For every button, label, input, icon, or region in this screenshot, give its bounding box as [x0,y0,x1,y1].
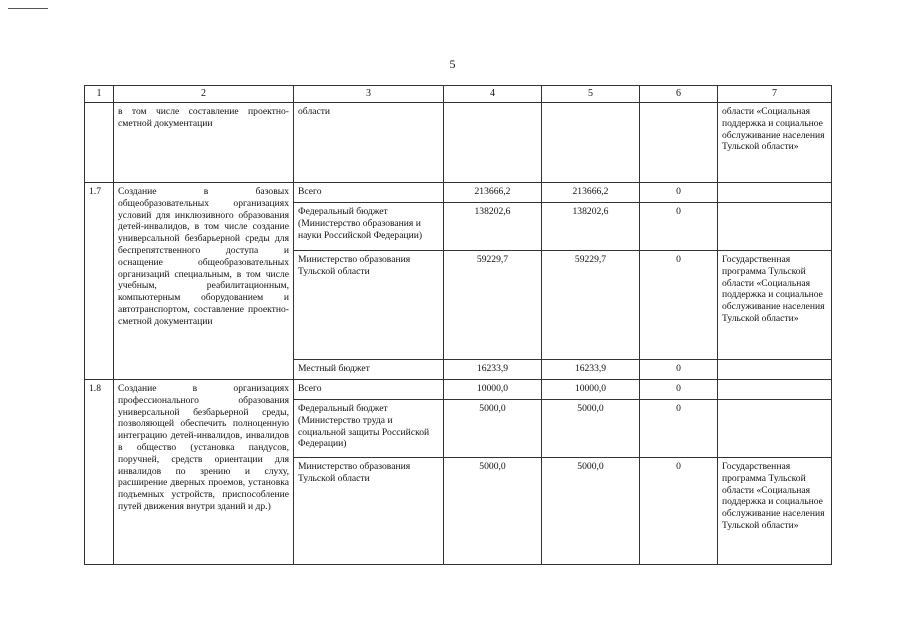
funding-source-cell: Всего [294,183,444,203]
row-number-cell: 1.7 [85,183,114,380]
table-row [85,380,832,400]
amount-total-cell: 213666,2 [444,183,542,203]
program-reference-cell: области «Социальная поддержка и социальное обслуживание населения Тульской области» [718,103,832,183]
amount-total-cell: 16233,9 [444,360,542,380]
amount-cell: 0 [640,400,718,458]
row-number-cell [85,103,114,183]
program-table [84,85,832,565]
program-reference-cell [718,380,832,400]
program-reference-cell [718,360,832,380]
amount-cell [542,103,640,183]
amount-total-cell: 5000,0 [444,400,542,458]
amount-cell: 5000,0 [542,458,640,565]
amount-total-cell: 59229,7 [444,251,542,360]
amount-cell: 213666,2 [542,183,640,203]
funding-source-cell: Федеральный бюджет (Министерство труда и социальной защиты Российской Федерации) [294,400,444,458]
funding-source-cell: Всего [294,380,444,400]
column-header: 3 [294,86,444,103]
amount-total-cell: 138202,6 [444,203,542,251]
amount-cell: 0 [640,203,718,251]
amount-total-cell: 5000,0 [444,458,542,565]
table-row [85,183,832,203]
program-reference-cell [718,400,832,458]
measure-description-cell: Создание в базовых общеобразовательных организациях условий для инклюзивного образования детей-инвалидов, в том числе создание универсальной безбарьерной среды для беспрепятственного доступа и оснащение общеобразовательных организаций специальным, в том числе учебным, реабилитационным, компьютерным оборудованием и автотранспортом, составление проектно-сметной документации [114,183,294,380]
page-number: 5 [449,57,456,71]
program-reference-cell: Государственная программа Тульской области «Социальная поддержка и социальное обслуживание населения Тульской области» [718,458,832,565]
scan-corner-mark [8,8,48,9]
funding-source-cell: Федеральный бюджет (Министерство образования и науки Российской Федерации) [294,203,444,251]
amount-cell: 138202,6 [542,203,640,251]
column-header: 2 [114,86,294,103]
amount-cell: 59229,7 [542,251,640,360]
column-header: 7 [718,86,832,103]
amount-cell [640,103,718,183]
amount-cell: 0 [640,458,718,565]
amount-cell: 16233,9 [542,360,640,380]
amount-total-cell: 10000,0 [444,380,542,400]
funding-source-cell: области [294,103,444,183]
amount-cell: 5000,0 [542,400,640,458]
measure-description-cell: в том числе составление проектно-сметной документации [114,103,294,183]
program-reference-cell [718,183,832,203]
amount-cell: 10000,0 [542,380,640,400]
funding-source-cell: Министерство образования Тульской области [294,251,444,360]
amount-cell: 0 [640,183,718,203]
funding-source-cell: Местный бюджет [294,360,444,380]
measure-description-cell: Создание в организациях профессионального образования универсальной безбарьерной среды, позволяющей обеспечить полноценную интеграцию детей-инвалидов, инвалидов в общество (установка пандусов, поручней, средств ориентации для инвалидов по зрению и слуху, расширение дверных проемов, установка подъемных устройств, приспособление путей движения внутри зданий и др.) [114,380,294,565]
column-header: 4 [444,86,542,103]
row-number-cell: 1.8 [85,380,114,565]
funding-source-cell: Министерство образования Тульской области [294,458,444,565]
amount-cell: 0 [640,251,718,360]
column-header: 1 [85,86,114,103]
program-reference-cell: Государственная программа Тульской области «Социальная поддержка и социальное обслуживание населения Тульской области» [718,251,832,360]
amount-cell: 0 [640,380,718,400]
table-header-row [85,86,832,103]
amount-total-cell [444,103,542,183]
program-reference-cell [718,203,832,251]
amount-cell: 0 [640,360,718,380]
table-row-continuation [85,103,832,183]
column-header: 6 [640,86,718,103]
column-header: 5 [542,86,640,103]
